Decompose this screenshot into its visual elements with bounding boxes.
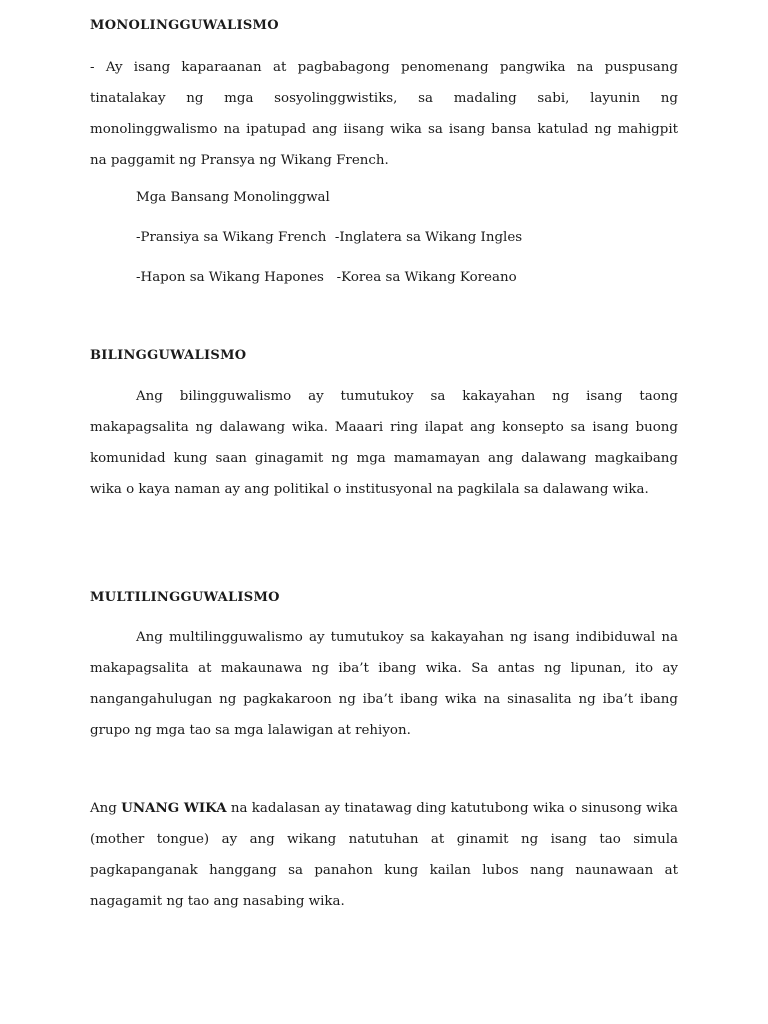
unang-wika-prefix: Ang	[90, 801, 122, 816]
unang-wika-text: na kadalasan ay tinatawag ding katutubong wika o sinusong wika (mother tongue) ay ang wikang natutuhan at ginamit ng isang tao simula pagkapanganak hanggang sa panahon kung kailan lubos nang naunawaan at nagagamit ng tao ang nasabing wika.	[90, 801, 678, 909]
paragraph-multilingguwalismo: Ang multilingguwalismo ay tumutukoy sa kakayahan ng isang indibiduwal na makapagsalita at makaunawa ng iba’t ibang wika. Sa antas ng lipunan, ito ay nangangahulugan ng pagkakaroon ng iba’t ibang wika na sinasalita ng iba’t ibang grupo ng mga tao sa mga lalawigan at rehiyon.	[90, 630, 678, 738]
list-line-2: -Hapon sa Wikang Hapones -Korea sa Wikang Koreano	[136, 270, 517, 285]
unang-wika-term: UNANG WIKA	[121, 800, 227, 816]
heading-bilingguwalismo: BILINGGUWALISMO	[90, 348, 247, 363]
paragraph-unang-wika	[90, 793, 678, 917]
paragraph-monolingguwalismo: - Ay isang kaparaanan at pagbabagong penomenang pangwika na puspusang tinatalakay ng mga sosyolinggwistiks, sa madaling sabi, layunin ng monolinggwalismo na ipatupad ang iisang wika sa isang bansa katulad ng mahigpit na paggamit ng Pransya ng Wikang French.	[90, 60, 678, 168]
list-line-1: -Pransiya sa Wikang French -Inglatera sa Wikang Ingles	[136, 230, 523, 245]
list-title-monolinggwal: Mga Bansang Monolinggwal	[136, 190, 330, 205]
heading-monolingguwalismo: MONOLINGGUWALISMO	[90, 18, 279, 33]
paragraph-bilingguwalismo: Ang bilingguwalismo ay tumutukoy sa kakayahan ng isang taong makapagsalita ng dalawang wika. Maaari ring ilapat ang konsepto sa isang buong komunidad kung saan ginagamit ng mga mamamayan ang dalawang magkaibang wika o kaya naman ay ang politikal o institusyonal na pagkilala sa dalawang wika.	[90, 389, 678, 497]
heading-multilingguwalismo: MULTILINGGUWALISMO	[90, 590, 280, 605]
